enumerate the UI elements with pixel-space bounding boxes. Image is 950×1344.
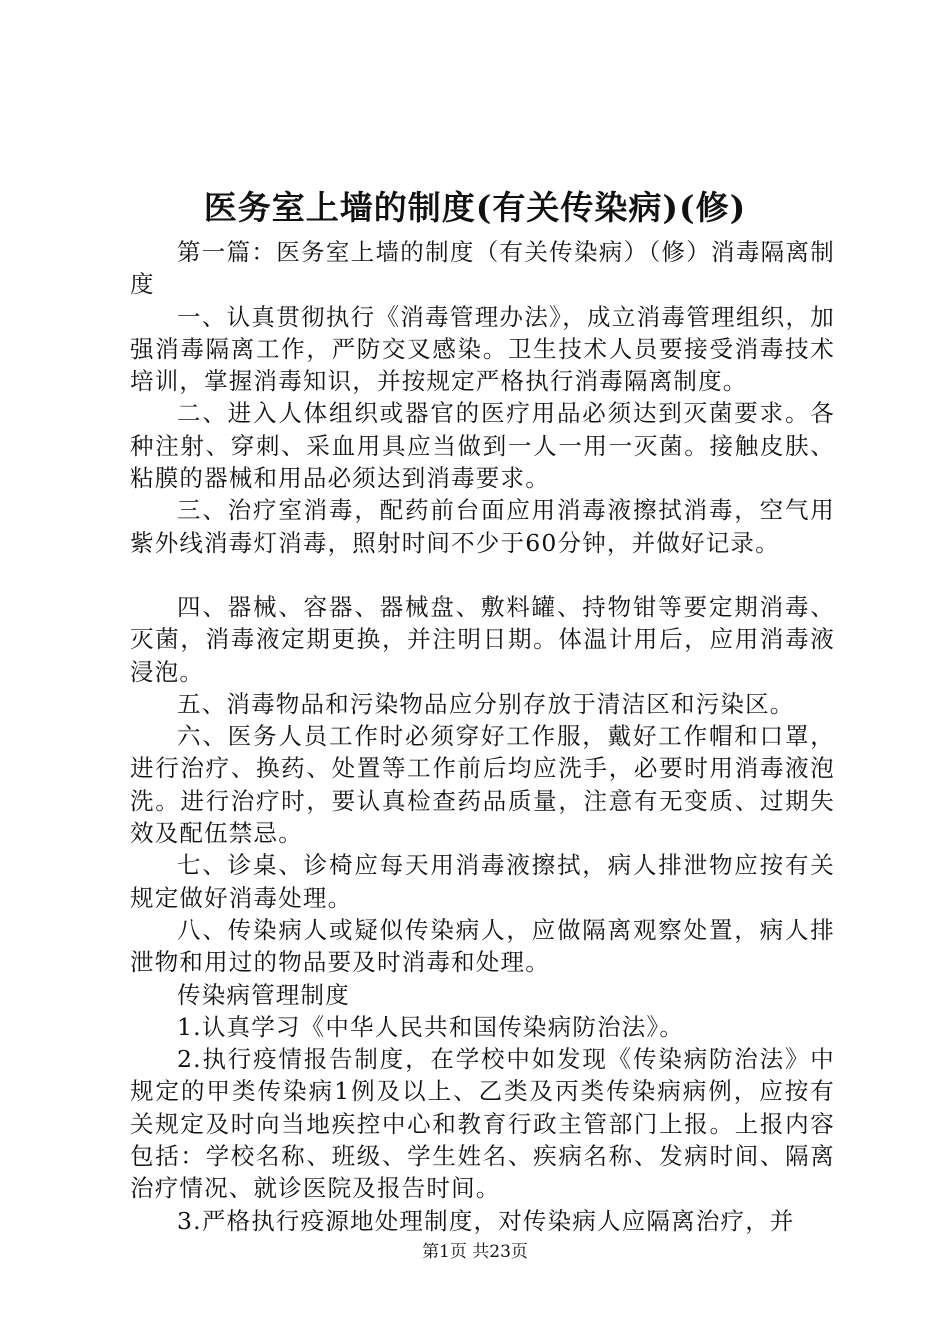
paragraph: 八、传染病人或疑似传染病人，应做隔离观察处置，病人排泄物和用过的物品要及时消毒和处理。 — [130, 915, 835, 977]
paragraph: 六、医务人员工作时必须穿好工作服，戴好工作帽和口罩，进行治疗、换药、处置等工作前后均应洗手，必要时用消毒液泡洗。进行治疗时，要认真检查药品质量，注意有无变质、过期失效及配伍禁忌。 — [130, 722, 835, 848]
paragraph: 3.严格执行疫源地处理制度，对传染病人应隔离治疗，并 — [177, 1206, 795, 1235]
document-body — [130, 236, 835, 1237]
document-title: 医务室上墙的制度(有关传染病)(修) — [203, 188, 747, 227]
paragraph: 1.认真学习《中华人民共和国传染病防治法》。 — [177, 1012, 685, 1041]
paragraph: 2.执行疫情报告制度，在学校中如发现《传染病防治法》中规定的甲类传染病1例及以上、乙类及丙类传染病病例，应按有关规定及时向当地疾控中心和教育行政主管部门上报。上报内容包括：学校名称、班级、学生姓名、疾病名称、发病时间、隔离治疗情况、就诊医院及报告时间。 — [130, 1045, 835, 1203]
page-number-footer: 第1页 共23页 — [422, 1242, 528, 1262]
paragraph-spacer — [130, 559, 835, 591]
paragraph: 四、器械、容器、器械盘、敷料罐、持物钳等要定期消毒、灭菌，消毒液定期更换，并注明日期。体温计用后，应用消毒液浸泡。 — [130, 592, 835, 686]
paragraph: 二、进入人体组织或器官的医疗用品必须达到灭菌要求。各种注射、穿刺、采血用具应当做到一人一用一灭菌。接触皮肤、粘膜的器械和用品必须达到消毒要求。 — [130, 399, 835, 493]
paragraph: 一、认真贯彻执行《消毒管理办法》，成立消毒管理组织，加强消毒隔离工作，严防交叉感染。卫生技术人员要接受消毒技术培训，掌握消毒知识，并按规定严格执行消毒隔离制度。 — [130, 302, 835, 396]
paragraph: 三、治疗室消毒，配药前台面应用消毒液擦拭消毒，空气用紫外线消毒灯消毒，照射时间不少于60分钟，并做好记录。 — [130, 496, 835, 557]
section-heading: 传染病管理制度 — [177, 980, 350, 1009]
paragraph: 第一篇：医务室上墙的制度（有关传染病）（修）消毒隔离制度 — [130, 238, 835, 299]
paragraph: 五、消毒物品和污染物品应分别存放于清洁区和污染区。 — [177, 689, 795, 718]
paragraph: 七、诊桌、诊椅应每天用消毒液擦拭，病人排泄物应按有关规定做好消毒处理。 — [130, 851, 835, 912]
